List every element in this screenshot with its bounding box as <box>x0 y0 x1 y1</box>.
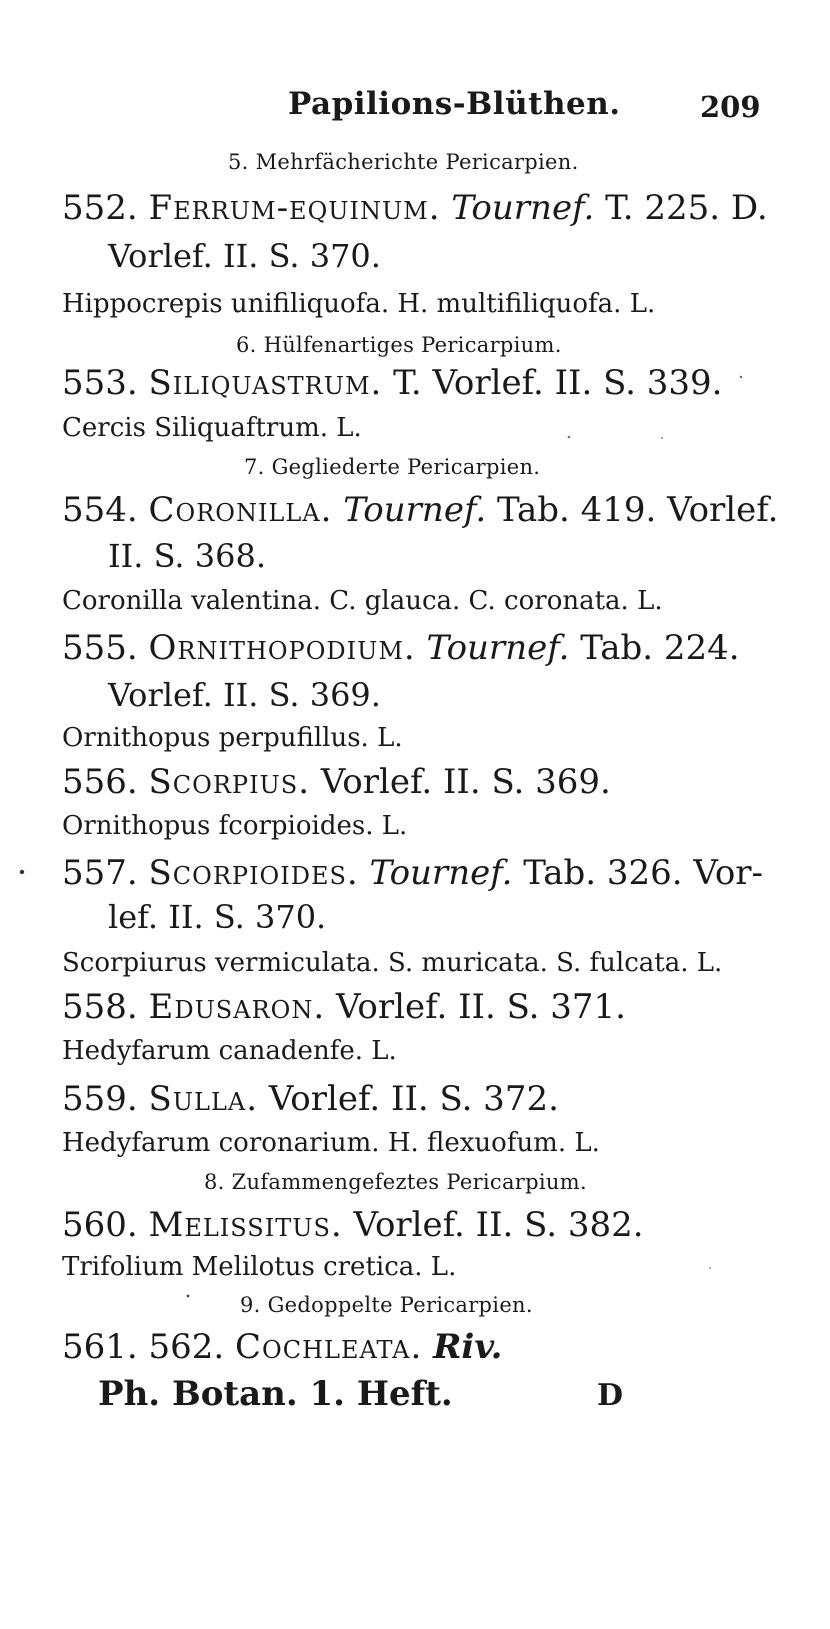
page-number: 209 <box>700 90 761 124</box>
section-heading: 9. Gedoppelte Pericarpien. <box>240 1293 533 1317</box>
signature-line: Ph. Botan. 1. Heft. <box>98 1374 453 1414</box>
author: Tournef. <box>451 188 595 228</box>
species-line: Hedyfarum coronarium. H. flexuofum. L. <box>62 1128 600 1158</box>
sheet-mark: D <box>597 1378 624 1413</box>
entry-number: 554. <box>62 490 138 530</box>
speck <box>20 870 24 874</box>
genus-name: Ornithopodium. <box>148 628 416 668</box>
species-line: Scorpiurus vermiculata. S. muricata. S. fulcata. L. <box>62 948 723 978</box>
genus-entry <box>62 188 768 228</box>
entry-number: 556. <box>62 762 138 802</box>
genus-entry <box>62 1327 503 1367</box>
entry-number: 553. <box>62 363 138 403</box>
section-heading: 6. Hülfenartiges Pericarpium. <box>236 333 562 357</box>
entry-number: 561. 562. <box>62 1327 225 1367</box>
reference: Vorlef. II. S. 372. <box>268 1079 559 1119</box>
genus-entry <box>62 363 722 403</box>
genus-name: Edusaron. <box>148 987 326 1027</box>
genus-name: Coronilla. <box>148 490 333 530</box>
author: Riv. <box>433 1327 503 1367</box>
speck <box>709 1267 711 1269</box>
species-line: Hedyfarum canadenfe. L. <box>62 1036 397 1066</box>
entry-number: 552. <box>62 188 138 228</box>
speck <box>568 436 571 439</box>
species-line: Trifolium Melilotus cretica. L. <box>62 1252 457 1282</box>
reference: Vorlef. II. S. 371. <box>335 987 626 1027</box>
entry-continuation: Vorlef. II. S. 369. <box>108 676 381 714</box>
reference: T. 225. D. <box>605 188 768 228</box>
entry-number: 557. <box>62 853 138 893</box>
genus-entry <box>62 490 778 530</box>
section-heading: 8. Zufammengefeztes Pericarpium. <box>204 1170 587 1194</box>
species-line: Coronilla valentina. C. glauca. C. coronata. L. <box>62 586 663 616</box>
genus-name: Melissitus. <box>148 1205 343 1245</box>
reference: Vorlef. II. S. 382. <box>353 1205 644 1245</box>
author: Tournef. <box>426 628 570 668</box>
genus-entry <box>62 987 626 1027</box>
genus-entry <box>62 762 611 802</box>
reference: T. Vorlef. II. S. 339. <box>393 363 723 403</box>
entry-number: 559. <box>62 1079 138 1119</box>
entry-number: 560. <box>62 1205 138 1245</box>
species-line: Ornithopus perpufillus. L. <box>62 723 403 753</box>
reference: Vorlef. II. S. 369. <box>320 762 611 802</box>
entry-number: 558. <box>62 987 138 1027</box>
speck <box>740 376 742 378</box>
speck <box>187 1295 190 1298</box>
author: Tournef. <box>343 490 487 530</box>
species-line: Ornithopus fcorpioides. L. <box>62 811 408 841</box>
species-line: Cercis Siliquaftrum. L. <box>62 413 362 443</box>
genus-entry <box>62 853 763 893</box>
genus-entry <box>62 1079 559 1119</box>
entry-continuation: lef. II. S. 370. <box>108 898 327 936</box>
genus-name: Scorpioides. <box>148 853 359 893</box>
species-line: Hippocrepis unifiliquofa. H. multifiliquofa. L. <box>62 289 656 319</box>
genus-name: Cochleata. <box>235 1327 423 1367</box>
page-header <box>0 86 830 126</box>
reference: Tab. 326. Vor- <box>523 853 764 893</box>
entry-continuation: Vorlef. II. S. 370. <box>108 237 381 275</box>
speck <box>661 437 663 439</box>
section-heading: 7. Gegliederte Pericarpien. <box>244 455 541 479</box>
entry-continuation: II. S. 368. <box>108 537 266 575</box>
section-heading: 5. Mehrfächerichte Pericarpien. <box>228 150 579 174</box>
genus-name: Siliquastrum. <box>148 363 383 403</box>
genus-name: Ferrum-equinum. <box>148 188 441 228</box>
genus-entry <box>62 1205 644 1245</box>
author: Tournef. <box>369 853 513 893</box>
entry-number: 555. <box>62 628 138 668</box>
reference: Tab. 419. Vorlef. <box>496 490 779 530</box>
running-title: Papilions-Blüthen. <box>288 86 621 122</box>
genus-entry <box>62 628 740 668</box>
reference: Tab. 224. <box>580 628 740 668</box>
genus-name: Sulla. <box>148 1079 259 1119</box>
genus-name: Scorpius. <box>148 762 311 802</box>
